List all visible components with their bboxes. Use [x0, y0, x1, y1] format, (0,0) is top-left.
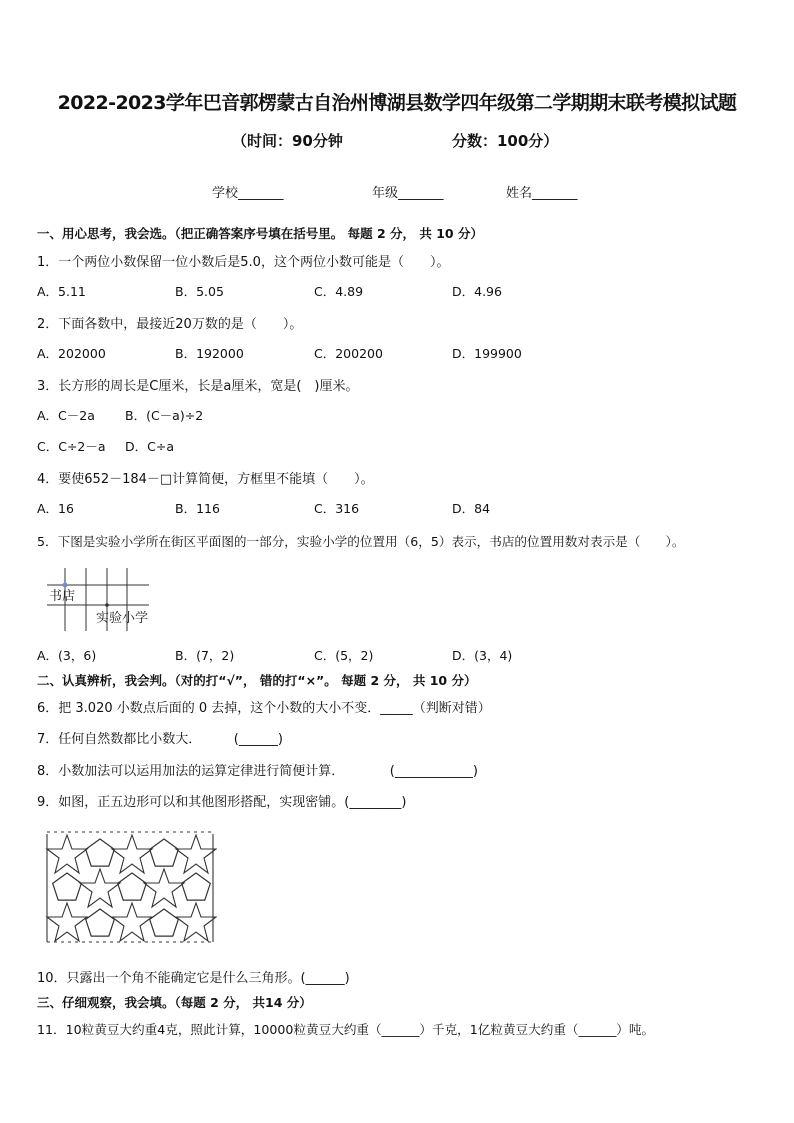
school-label: 实验小学	[96, 611, 149, 626]
q2-option-d: D．199900	[452, 346, 522, 361]
street-grid-figure	[45, 565, 165, 633]
question-2: 2．下面各数中，最接近20万数的是（ ）。	[37, 317, 303, 332]
q2-option-a: A．202000	[37, 346, 106, 361]
star-row-middle	[80, 869, 184, 907]
question-11: 11．10粒黄豆大约重4克，照此计算，10000粒黄豆大约重（______）千克，1亿粒黄豆大约重（______）吨。	[37, 1022, 655, 1037]
pentagon-tessellation-figure	[43, 826, 217, 946]
pentagon-row-middle	[53, 873, 211, 900]
question-1: 1．一个两位小数保留一位小数后是5.0，这个两位小数可能是（ ）。	[37, 255, 450, 270]
q4-option-a: A．16	[37, 501, 74, 516]
q2-option-b: B．192000	[175, 346, 244, 361]
q3-option-b: B．(C－a)÷2	[125, 408, 204, 423]
grade-field: 年级_______	[372, 186, 444, 201]
exam-time: （时间：90分钟	[232, 132, 343, 150]
q5-option-b: B．(7，2)	[175, 648, 235, 663]
q4-option-d: D．84	[452, 501, 491, 516]
q3-option-d: D．C÷a	[125, 439, 174, 454]
question-3: 3．长方形的周长是C厘米，长是a厘米，宽是( )厘米。	[37, 379, 359, 394]
bookstore-label: 书店	[49, 589, 76, 604]
pentagon-row-top	[86, 839, 179, 866]
question-8: 8．小数加法可以运用加法的运算定律进行简便计算． (____________)	[37, 764, 478, 779]
q3-option-a: A．C－2a	[37, 408, 95, 423]
q2-option-c: C．200200	[314, 346, 383, 361]
section-1-heading: 一、用心思考，我会选。（把正确答案序号填在括号里。 每题 2 分， 共 10 分）	[37, 226, 483, 241]
q5-option-c: C．(5，2)	[314, 648, 374, 663]
q5-option-a: A．(3，6)	[37, 648, 97, 663]
question-10: 10．只露出一个角不能确定它是什么三角形。(______)	[37, 971, 350, 986]
question-5: 5．下图是实验小学所在街区平面图的一部分，实验小学的位置用（6，5）表示，书店的位置用数对表示是（ ）。	[37, 534, 685, 549]
school-field: 学校_______	[212, 186, 284, 201]
star-row-top	[47, 835, 216, 873]
exam-score: 分数：100分）	[452, 132, 559, 150]
question-7: 7．任何自然数都比小数大． (______)	[37, 732, 283, 747]
q1-option-a: A．5.11	[37, 284, 86, 299]
q1-option-b: B．5.05	[175, 284, 224, 299]
q4-option-c: C．316	[314, 501, 360, 516]
q1-option-d: D．4.96	[452, 284, 502, 299]
section-3-heading: 三、仔细观察，我会填。（每题 2 分， 共14 分）	[37, 995, 312, 1010]
name-field: 姓名_______	[506, 186, 578, 201]
q4-option-b: B．116	[175, 501, 220, 516]
question-9: 9．如图，正五边形可以和其他图形搭配，实现密铺。(________)	[37, 795, 407, 810]
question-4: 4．要使652－184－□计算简便，方框里不能填（ ）。	[37, 472, 374, 487]
exam-title: 2022-2023学年巴音郭楞蒙古自治州博湖县数学四年级第二学期期末联考模拟试题	[57, 92, 737, 114]
star-row-bottom	[47, 903, 216, 941]
q5-option-d: D．(3，4)	[452, 648, 513, 663]
q1-option-c: C．4.89	[314, 284, 364, 299]
question-6: 6．把 3.020 小数点后面的 0 去掉，这个小数的大小不变．_____（判断对错）	[37, 701, 491, 716]
tessellation-svg	[43, 826, 217, 946]
q3-option-c: C．C÷2－a	[37, 439, 106, 454]
section-2-heading: 二、认真辨析，我会判。（对的打“√”， 错的打“×”。 每题 2 分， 共 10 分）	[37, 673, 477, 688]
